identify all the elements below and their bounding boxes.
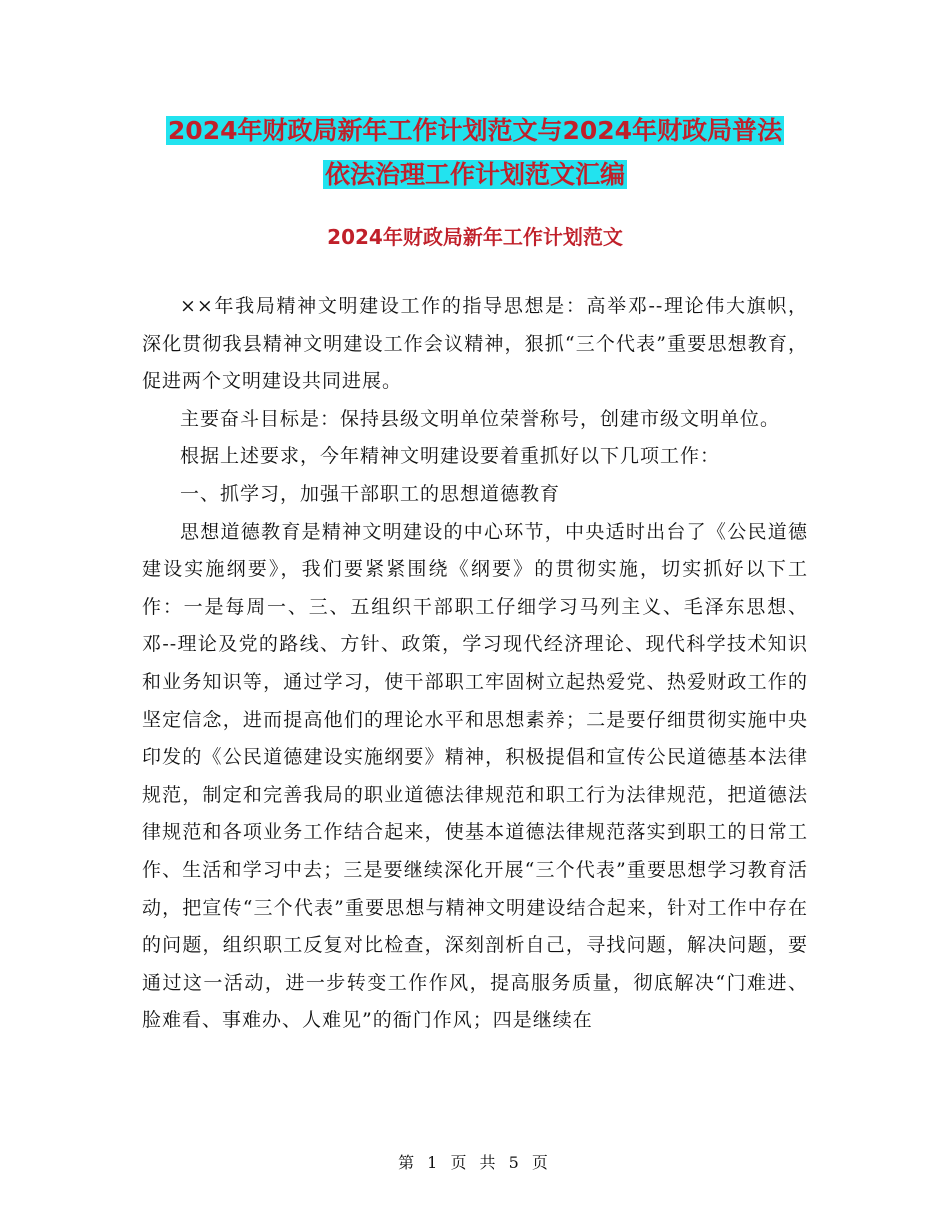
document-title-line-1: [140, 110, 810, 152]
document-title-line-2: [140, 154, 810, 196]
title-highlight: 2024年财政局新年工作计划范文与2024年财政局普法: [167, 116, 783, 145]
paragraph: 思想道德教育是精神文明建设的中心环节，中央适时出台了《公民道德建设实施纲要》，我们要紧紧围绕《纲要》的贯彻实施，切实抓好以下工作：一是每周一、三、五组织干部职工仔细学习马列主义、毛泽东思想、邓--理论及党的路线、方针、政策，学习现代经济理论、现代科学技术知识和业务知识等，通过学习，使干部职工牢固树立起热爱党、热爱财政工作的坚定信念，进而提高他们的理论水平和思想素养；二是要仔细贯彻实施中央印发的《公民道德建设实施纲要》精神，积极提倡和宣传公民道德基本法律规范，制定和完善我局的职业道德法律规范和职工行为法律规范，把道德法律规范和各项业务工作结合起来，使基本道德法律规范落实到职工的日常工作、生活和学习中去；三是要继续深化开展“三个代表”重要思想学习教育活动，把宣传“三个代表”重要思想与精神文明建设结合起来，针对工作中存在的问题，组织职工反复对比检查，深刻剖析自己，寻找问题，解决问题，要通过这一活动，进一步转变工作作风，提高服务质量，彻底解决“门难进、脸难看、事难办、人难见”的衙门作风；四是继续在: [142, 520, 808, 1032]
document-body: [142, 288, 808, 1040]
paragraph: 主要奋斗目标是：保持县级文明单位荣誉称号，创建市级文明单位。: [180, 407, 781, 430]
paragraph: 根据上述要求，今年精神文明建设要着重抓好以下几项工作：: [180, 445, 721, 468]
page-footer: 第 1 页 共 5 页: [398, 1153, 552, 1172]
title-highlight: 依法治理工作计划范文汇编: [324, 160, 625, 189]
paragraph: ××年我局精神文明建设工作的指导思想是：高举邓--理论伟大旗帜，深化贯彻我县精神文明建设工作会议精神，狠抓“三个代表”重要思想教育，促进两个文明建设共同进展。: [142, 295, 808, 393]
section-title: 2024年财政局新年工作计划范文: [327, 225, 623, 249]
paragraph: 一、抓学习，加强干部职工的思想道德教育: [180, 482, 561, 505]
